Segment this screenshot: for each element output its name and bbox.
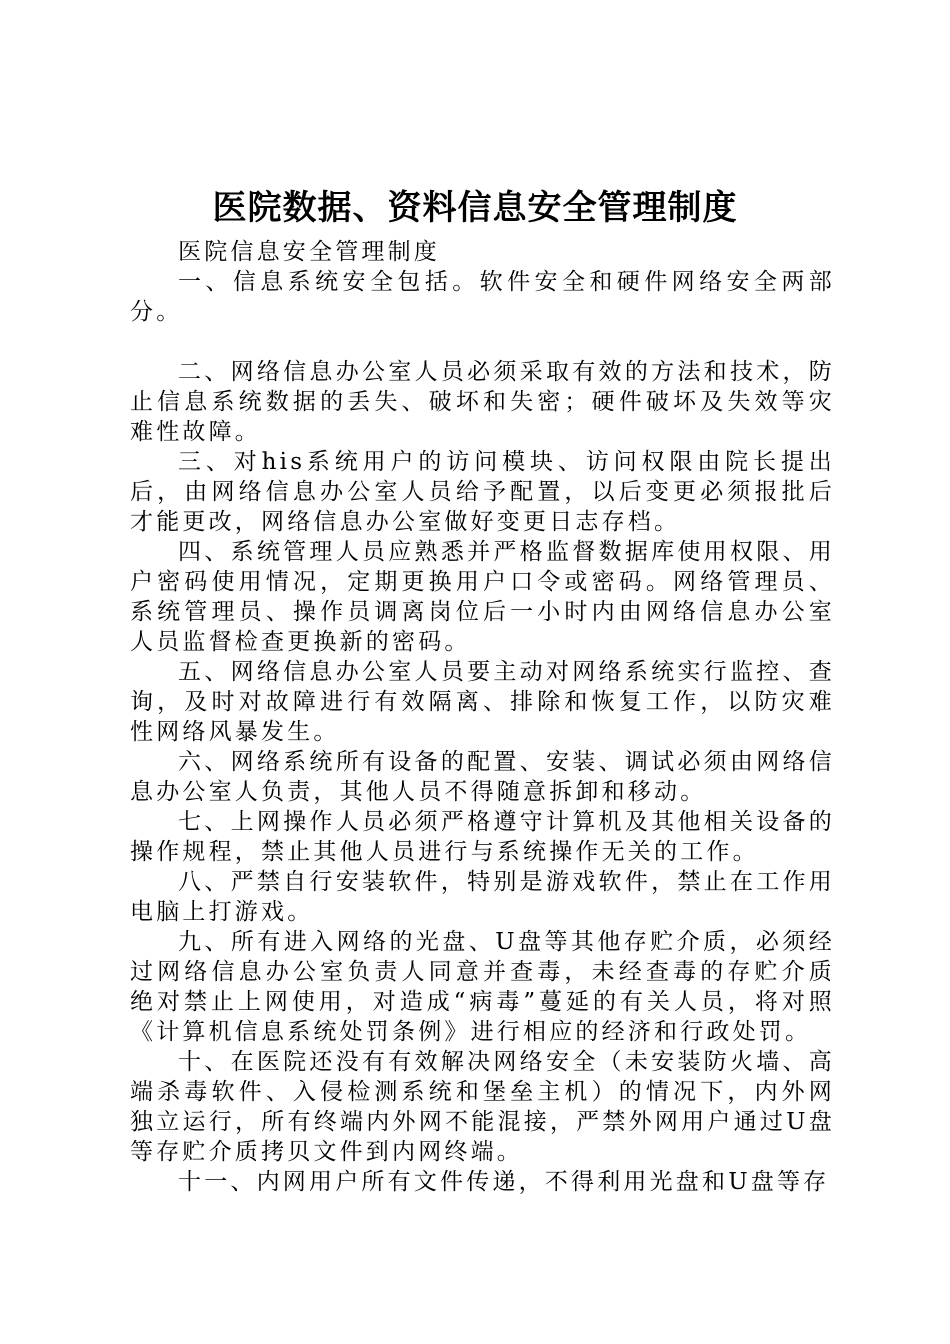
subtitle-paragraph: 医院信息安全管理制度 [178, 239, 440, 265]
document-title: 医院数据、资料信息安全管理制度 [212, 188, 738, 228]
paragraph-1: 一、信息系统安全包括。软件安全和硬件网络安全两部分。 [130, 269, 835, 325]
paragraph-3: 三、对his系统用户的访问模块、访问权限由院长提出后，由网络信息办公室人员给予配置，以后变更必须报批后才能更改，网络信息办公室做好变更日志存档。 [130, 449, 835, 535]
paragraph-10: 十、在医院还没有有效解决网络安全（未安装防火墙、高端杀毒软件、入侵检测系统和堡垒主机）的情况下，内外网独立运行，所有终端内外网不能混接，严禁外网用户通过U盘等存贮介质拷贝文件到内网终端。 [130, 1049, 835, 1165]
paragraph-2: 二、网络信息办公室人员必须采取有效的方法和技术，防止信息系统数据的丢失、破坏和失密；硬件破坏及失效等灾难性故障。 [130, 359, 835, 445]
paragraph-6: 六、网络系统所有设备的配置、安装、调试必须由网络信息办公室人负责，其他人员不得随意拆卸和移动。 [130, 749, 835, 805]
paragraph-4: 四、系统管理人员应熟悉并严格监督数据库使用权限、用户密码使用情况，定期更换用户口令或密码。网络管理员、系统管理员、操作员调离岗位后一小时内由网络信息办公室人员监督检查更换新的密码。 [130, 539, 835, 655]
paragraph-8: 八、严禁自行安装软件，特别是游戏软件，禁止在工作用电脑上打游戏。 [130, 869, 835, 925]
paragraph-9: 九、所有进入网络的光盘、U盘等其他存贮介质，必须经过网络信息办公室负责人同意并查毒，未经查毒的存贮介质绝对禁止上网使用，对造成“病毒”蔓延的有关人员，将对照《计算机信息系统处罚条例》进行相应的经济和行政处罚。 [130, 929, 835, 1045]
paragraph-5: 五、网络信息办公室人员要主动对网络系统实行监控、查询，及时对故障进行有效隔离、排除和恢复工作，以防灾难性网络风暴发生。 [130, 659, 835, 745]
paragraph-7: 七、上网操作人员必须严格遵守计算机及其他相关设备的操作规程，禁止其他人员进行与系统操作无关的工作。 [130, 809, 835, 865]
document-body [130, 237, 835, 1197]
paragraph-11: 十一、内网用户所有文件传递，不得利用光盘和U盘等存 [178, 1169, 830, 1195]
